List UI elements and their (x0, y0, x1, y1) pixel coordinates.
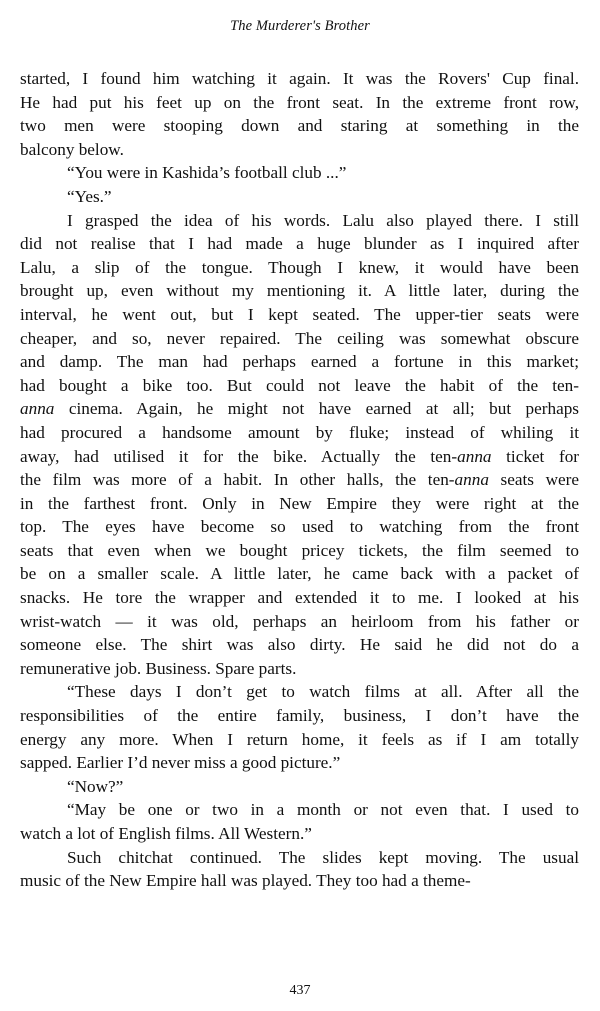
text-line: the film was more of a habit. In other halls, the ten-anna seats were (20, 470, 580, 490)
text-line: “You were in Kashida’s football club ...” (67, 163, 347, 183)
page-number: 437 (289, 983, 311, 998)
text-line: snacks. He tore the wrapper and extended it to me. I looked at his (20, 588, 579, 608)
paragraph (20, 67, 579, 161)
text-line: balcony below. (20, 139, 124, 159)
text-line: “May be one or two in a month or not even that. I used to (67, 800, 579, 820)
text-line: Lalu, a slip of the tongue. Though I knew, it would have been (20, 257, 579, 277)
text-line: two men were stooping down and staring at something in the (20, 116, 579, 136)
text-line: cheaper, and so, never repaired. The ceiling was somewhat obscure (20, 328, 579, 348)
paragraph (20, 775, 579, 799)
text-line: brought up, even without my mentioning it. A little later, during the (20, 281, 579, 301)
text-line: Such chitchat continued. The slides kept moving. The usual (67, 847, 579, 867)
paragraph (20, 798, 579, 845)
paragraph (20, 185, 579, 209)
body-text (20, 67, 579, 893)
paragraph (20, 161, 579, 185)
text-line: “These days I don’t get to watch films at all. After all the (67, 682, 579, 702)
text-line: had bought a bike too. But could not leave the habit of the ten- (20, 375, 579, 395)
text-line: away, had utilised it for the bike. Actually the ten-anna ticket for (20, 446, 580, 466)
text-line: anna cinema. Again, he might not have earned at all; but perhaps (20, 399, 579, 419)
text-line: sapped. Earlier I’d never miss a good picture.” (20, 753, 341, 773)
text-line: had procured a handsome amount by fluke; instead of whiling it (20, 422, 579, 442)
text-line: seats that even when we bought pricey tickets, the film seemed to (20, 540, 579, 560)
text-line: did not realise that I had made a huge blunder as I inquired after (20, 234, 579, 254)
text-line: I grasped the idea of his words. Lalu also played there. I still (67, 210, 579, 230)
text-line: music of the New Empire hall was played. They too had a theme- (20, 871, 471, 891)
text-line: energy any more. When I return home, it feels as if I am totally (20, 729, 579, 749)
text-line: interval, he went out, but I kept seated. The upper-tier seats were (20, 304, 579, 324)
text-line: wrist-watch — it was old, perhaps an heirloom from his father or (20, 611, 579, 631)
text-line: be on a smaller scale. A little later, he came back with a packet of (20, 564, 579, 584)
text-line: top. The eyes have become so used to watching from the front (20, 517, 579, 537)
text-line: remunerative job. Business. Spare parts. (20, 658, 297, 678)
text-line: responsibilities of the entire family, business, I don’t have the (20, 706, 579, 726)
text-line: and damp. The man had perhaps earned a fortune in this market; (20, 352, 579, 372)
text-line: “Yes.” (67, 186, 112, 206)
text-line: someone else. The shirt was also dirty. He said he did not do a (20, 635, 579, 655)
text-line: in the farthest front. Only in New Empire they were right at the (20, 493, 579, 513)
paragraph (20, 846, 579, 893)
text-line: started, I found him watching it again. It was the Rovers' Cup final. (20, 69, 579, 88)
paragraph (20, 680, 579, 774)
paragraph (20, 209, 579, 681)
text-line: watch a lot of English films. All Western.” (20, 824, 312, 843)
running-title: The Murderer's Brother (230, 18, 370, 34)
text-line: He had put his feet up on the front seat. In the extreme front row, (20, 92, 579, 112)
text-line: “Now?” (67, 776, 124, 796)
